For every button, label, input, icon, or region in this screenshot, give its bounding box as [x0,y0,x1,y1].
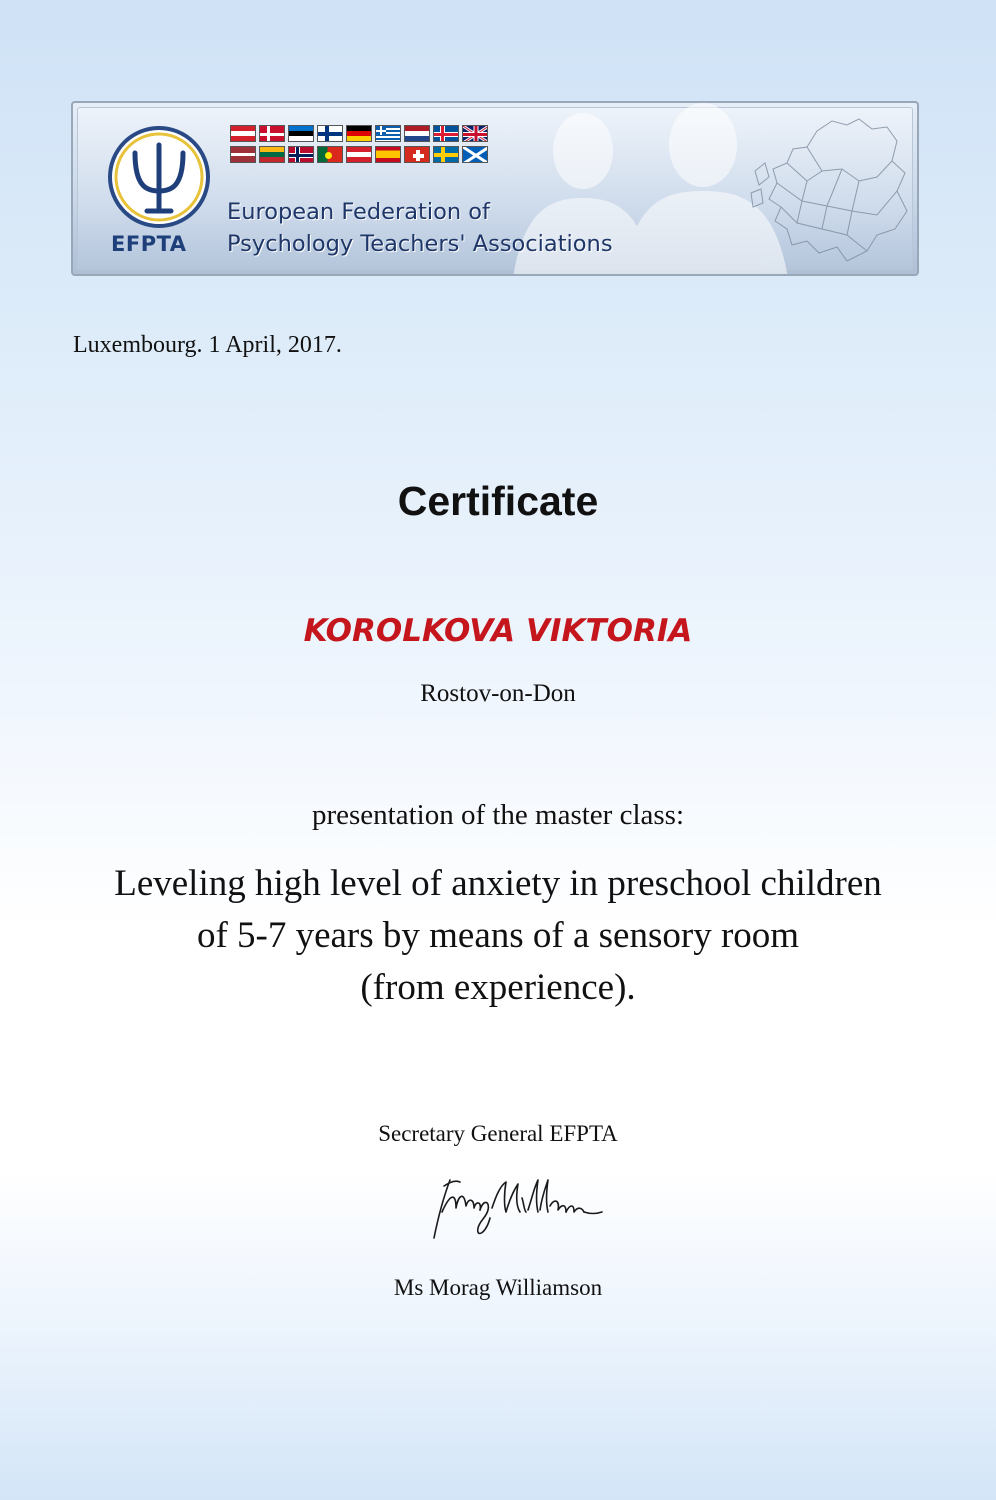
place-and-date: Luxembourg. 1 April, 2017. [73,332,342,358]
lithuania-flag-icon [259,146,285,163]
greece-flag-icon [375,125,401,142]
germany-flag-icon [346,125,372,142]
estonia-flag-icon [288,125,314,142]
organization-name-line-1: European Federation of [227,199,490,225]
master-class-topic [40,858,956,1014]
iceland-flag-icon [433,125,459,142]
topic-line-1: Leveling high level of anxiety in preschool children [114,863,882,904]
latvia-flag-icon [230,146,256,163]
signatory-name: Ms Morag Williamson [393,1275,603,1300]
denmark-flag-icon [259,125,285,142]
recipient-city: Rostov-on-Don [420,680,576,707]
efpta-banner [71,101,919,276]
certificate-title: Certificate [397,478,599,524]
psi-logo-icon [107,125,211,229]
netherlands-flag-icon [404,125,430,142]
efpta-logo-text: EFPTA [111,232,187,256]
presentation-intro: presentation of the master class: [311,799,685,831]
spain-flag-icon [375,146,401,163]
handwritten-signature-icon [420,1168,605,1244]
uk-flag-icon [462,125,488,142]
scotland-flag-icon [462,146,488,163]
recipient-name: KOROLKOVA VIKTORIA [303,613,693,649]
topic-line-3: (from experience). [360,967,636,1008]
austria-flag-icon [230,125,256,142]
norway-flag-icon [288,146,314,163]
flag-row-2 [230,146,488,163]
sweden-flag-icon [433,146,459,163]
austria-2-flag-icon [346,146,372,163]
europe-map-icon [747,111,917,271]
portugal-flag-icon [317,146,343,163]
topic-line-2: of 5-7 years by means of a sensory room [196,915,800,956]
organization-name-line-2: Psychology Teachers' Associations [227,231,613,257]
organization-name [227,196,613,260]
flag-row-1 [230,125,488,142]
signatory-title: Secretary General EFPTA [378,1121,618,1146]
finland-flag-icon [317,125,343,142]
switzerland-flag-icon [404,146,430,163]
flag-strip [230,125,488,167]
